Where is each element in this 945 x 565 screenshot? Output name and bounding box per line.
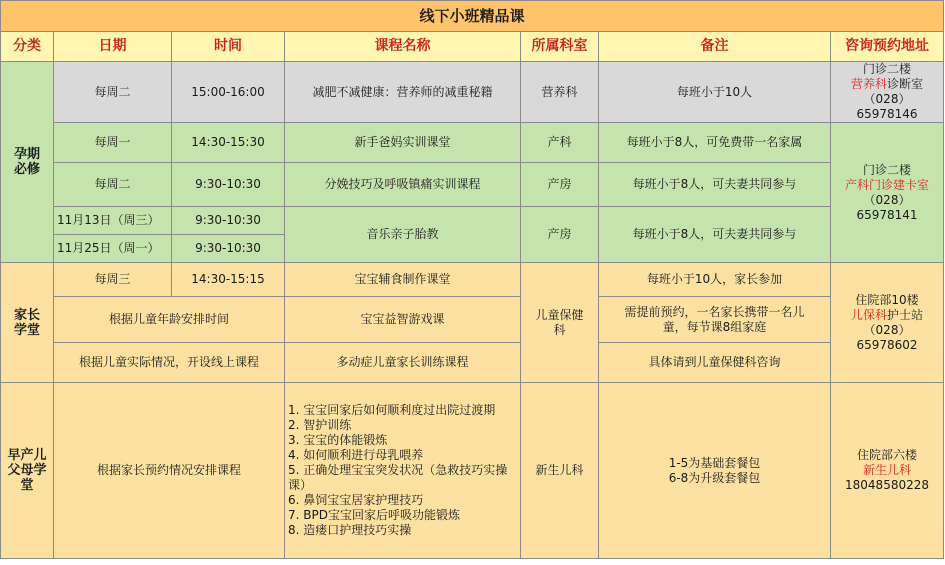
dept-cell: 产房 xyxy=(521,207,599,263)
contact-dept: 新生儿科 xyxy=(863,463,912,477)
course-cell: 分娩技巧及呼吸镇痛实训课程 xyxy=(285,163,521,207)
note-cell: 需提前预约，一名家长携带一名儿童，每节课8组家庭 xyxy=(599,297,831,343)
course-cell: 多动症儿童家长训练课程 xyxy=(285,343,521,383)
table-row xyxy=(1,207,944,235)
dept-cell: 产房 xyxy=(521,163,599,207)
contact-location: 住院部10楼 xyxy=(855,292,919,307)
time-cell: 9:30-10:30 xyxy=(172,207,285,235)
note-basic: 1-5为基础套餐包 xyxy=(668,455,761,470)
table-row xyxy=(1,297,944,343)
category-parents: 家长学堂 xyxy=(1,263,54,383)
dept-cell: 新生儿科 xyxy=(521,383,599,559)
header-course: 课程名称 xyxy=(285,32,521,62)
contact-phone: （028）65978141 xyxy=(856,192,918,222)
table-row xyxy=(1,123,944,163)
dept-cell: 产科 xyxy=(521,123,599,163)
contact-phone: （028）65978602 xyxy=(856,322,918,352)
course-cell: 音乐亲子胎教 xyxy=(285,207,521,263)
header-date: 日期 xyxy=(54,32,172,62)
list-item: 1. 宝宝回家后如何顺利度过出院过渡期 xyxy=(288,403,496,417)
contact-dept: 儿保科 xyxy=(850,307,887,322)
contact-neonatal xyxy=(831,383,944,559)
note-cell: 每班小于8人，可夫妻共同参与 xyxy=(599,207,831,263)
contact-phone: 18048580228 xyxy=(845,478,929,492)
note-cell: 具体请到儿童保健科咨询 xyxy=(599,343,831,383)
note-upgrade: 6-8为升级套餐包 xyxy=(668,470,761,485)
contact-dept: 营养科 xyxy=(850,77,887,91)
header-contact: 咨询预约地址 xyxy=(831,32,944,62)
contact-location: 住院部六楼 xyxy=(857,448,918,462)
course-cell: 新手爸妈实训课堂 xyxy=(285,123,521,163)
table-row xyxy=(1,343,944,383)
note-cell: 每班小于10人，家长参加 xyxy=(599,263,831,297)
course-cell: 宝宝益智游戏课 xyxy=(285,297,521,343)
contact-location: 门诊二楼 xyxy=(863,162,912,177)
time-cell: 14:30-15:15 xyxy=(172,263,285,297)
list-item: 3. 宝宝的体能锻炼 xyxy=(288,433,388,447)
table-row xyxy=(1,62,944,123)
datetime-cell: 根据家长预约情况安排课程 xyxy=(54,383,285,559)
datetime-cell: 根据儿童实际情况，开设线上课程 xyxy=(54,343,285,383)
header-category: 分类 xyxy=(1,32,54,62)
time-cell: 14:30-15:30 xyxy=(172,123,285,163)
note-cell xyxy=(599,383,831,559)
header-note: 备注 xyxy=(599,32,831,62)
course-list xyxy=(285,383,521,559)
list-item: 6. 鼻饲宝宝居家护理技巧 xyxy=(288,493,424,507)
date-cell: 11月13日（周三） xyxy=(54,207,172,235)
contact-phone: （028）65978146 xyxy=(856,92,918,121)
header-dept: 所属科室 xyxy=(521,32,599,62)
contact-nutrition xyxy=(831,62,944,123)
note-cell: 每班小于10人 xyxy=(599,62,831,123)
time-cell: 9:30-10:30 xyxy=(172,163,285,207)
list-item: 8. 造瘘口护理技巧实操 xyxy=(288,523,412,537)
header-time: 时间 xyxy=(172,32,285,62)
date-cell: 11月25日（周一） xyxy=(54,235,172,263)
contact-room: 护士站 xyxy=(887,307,924,322)
time-cell: 15:00-16:00 xyxy=(172,62,285,123)
course-cell: 宝宝辅食制作课堂 xyxy=(285,263,521,297)
date-cell: 每周三 xyxy=(54,263,172,297)
contact-obstetrics xyxy=(831,123,944,263)
table-row xyxy=(1,163,944,207)
note-cell: 每班小于8人，可夫妻共同参与 xyxy=(599,163,831,207)
note-cell: 每班小于8人，可免费带一名家属 xyxy=(599,123,831,163)
category-pregnancy: 孕期必修 xyxy=(1,62,54,263)
table-title: 线下小班精品课 xyxy=(1,1,944,32)
date-cell: 每周二 xyxy=(54,62,172,123)
dept-cell: 儿童保健科 xyxy=(521,263,599,383)
date-cell: 每周一 xyxy=(54,123,172,163)
course-cell: 减肥不减健康：营养师的减重秘籍 xyxy=(285,62,521,123)
table-row xyxy=(1,263,944,297)
contact-room: 诊断室 xyxy=(887,77,924,91)
list-item: 2. 智护训练 xyxy=(288,418,352,432)
datetime-cell: 根据儿童年龄安排时间 xyxy=(54,297,285,343)
list-item: 4. 如何顺利进行母乳喂养 xyxy=(288,448,424,462)
list-item: 7. BPD宝宝回家后呼吸功能锻炼 xyxy=(288,508,460,522)
category-preterm: 早产儿父母学堂 xyxy=(1,383,54,559)
contact-child-care xyxy=(831,263,944,383)
list-item: 5. 正确处理宝宝突发状况（急救技巧实操课） xyxy=(288,463,508,492)
date-cell: 每周二 xyxy=(54,163,172,207)
table-row xyxy=(1,383,944,559)
contact-dept: 产科门诊建卡室 xyxy=(845,177,930,192)
time-cell: 9:30-10:30 xyxy=(172,235,285,263)
dept-cell: 营养科 xyxy=(521,62,599,123)
contact-location: 门诊二楼 xyxy=(863,62,912,76)
